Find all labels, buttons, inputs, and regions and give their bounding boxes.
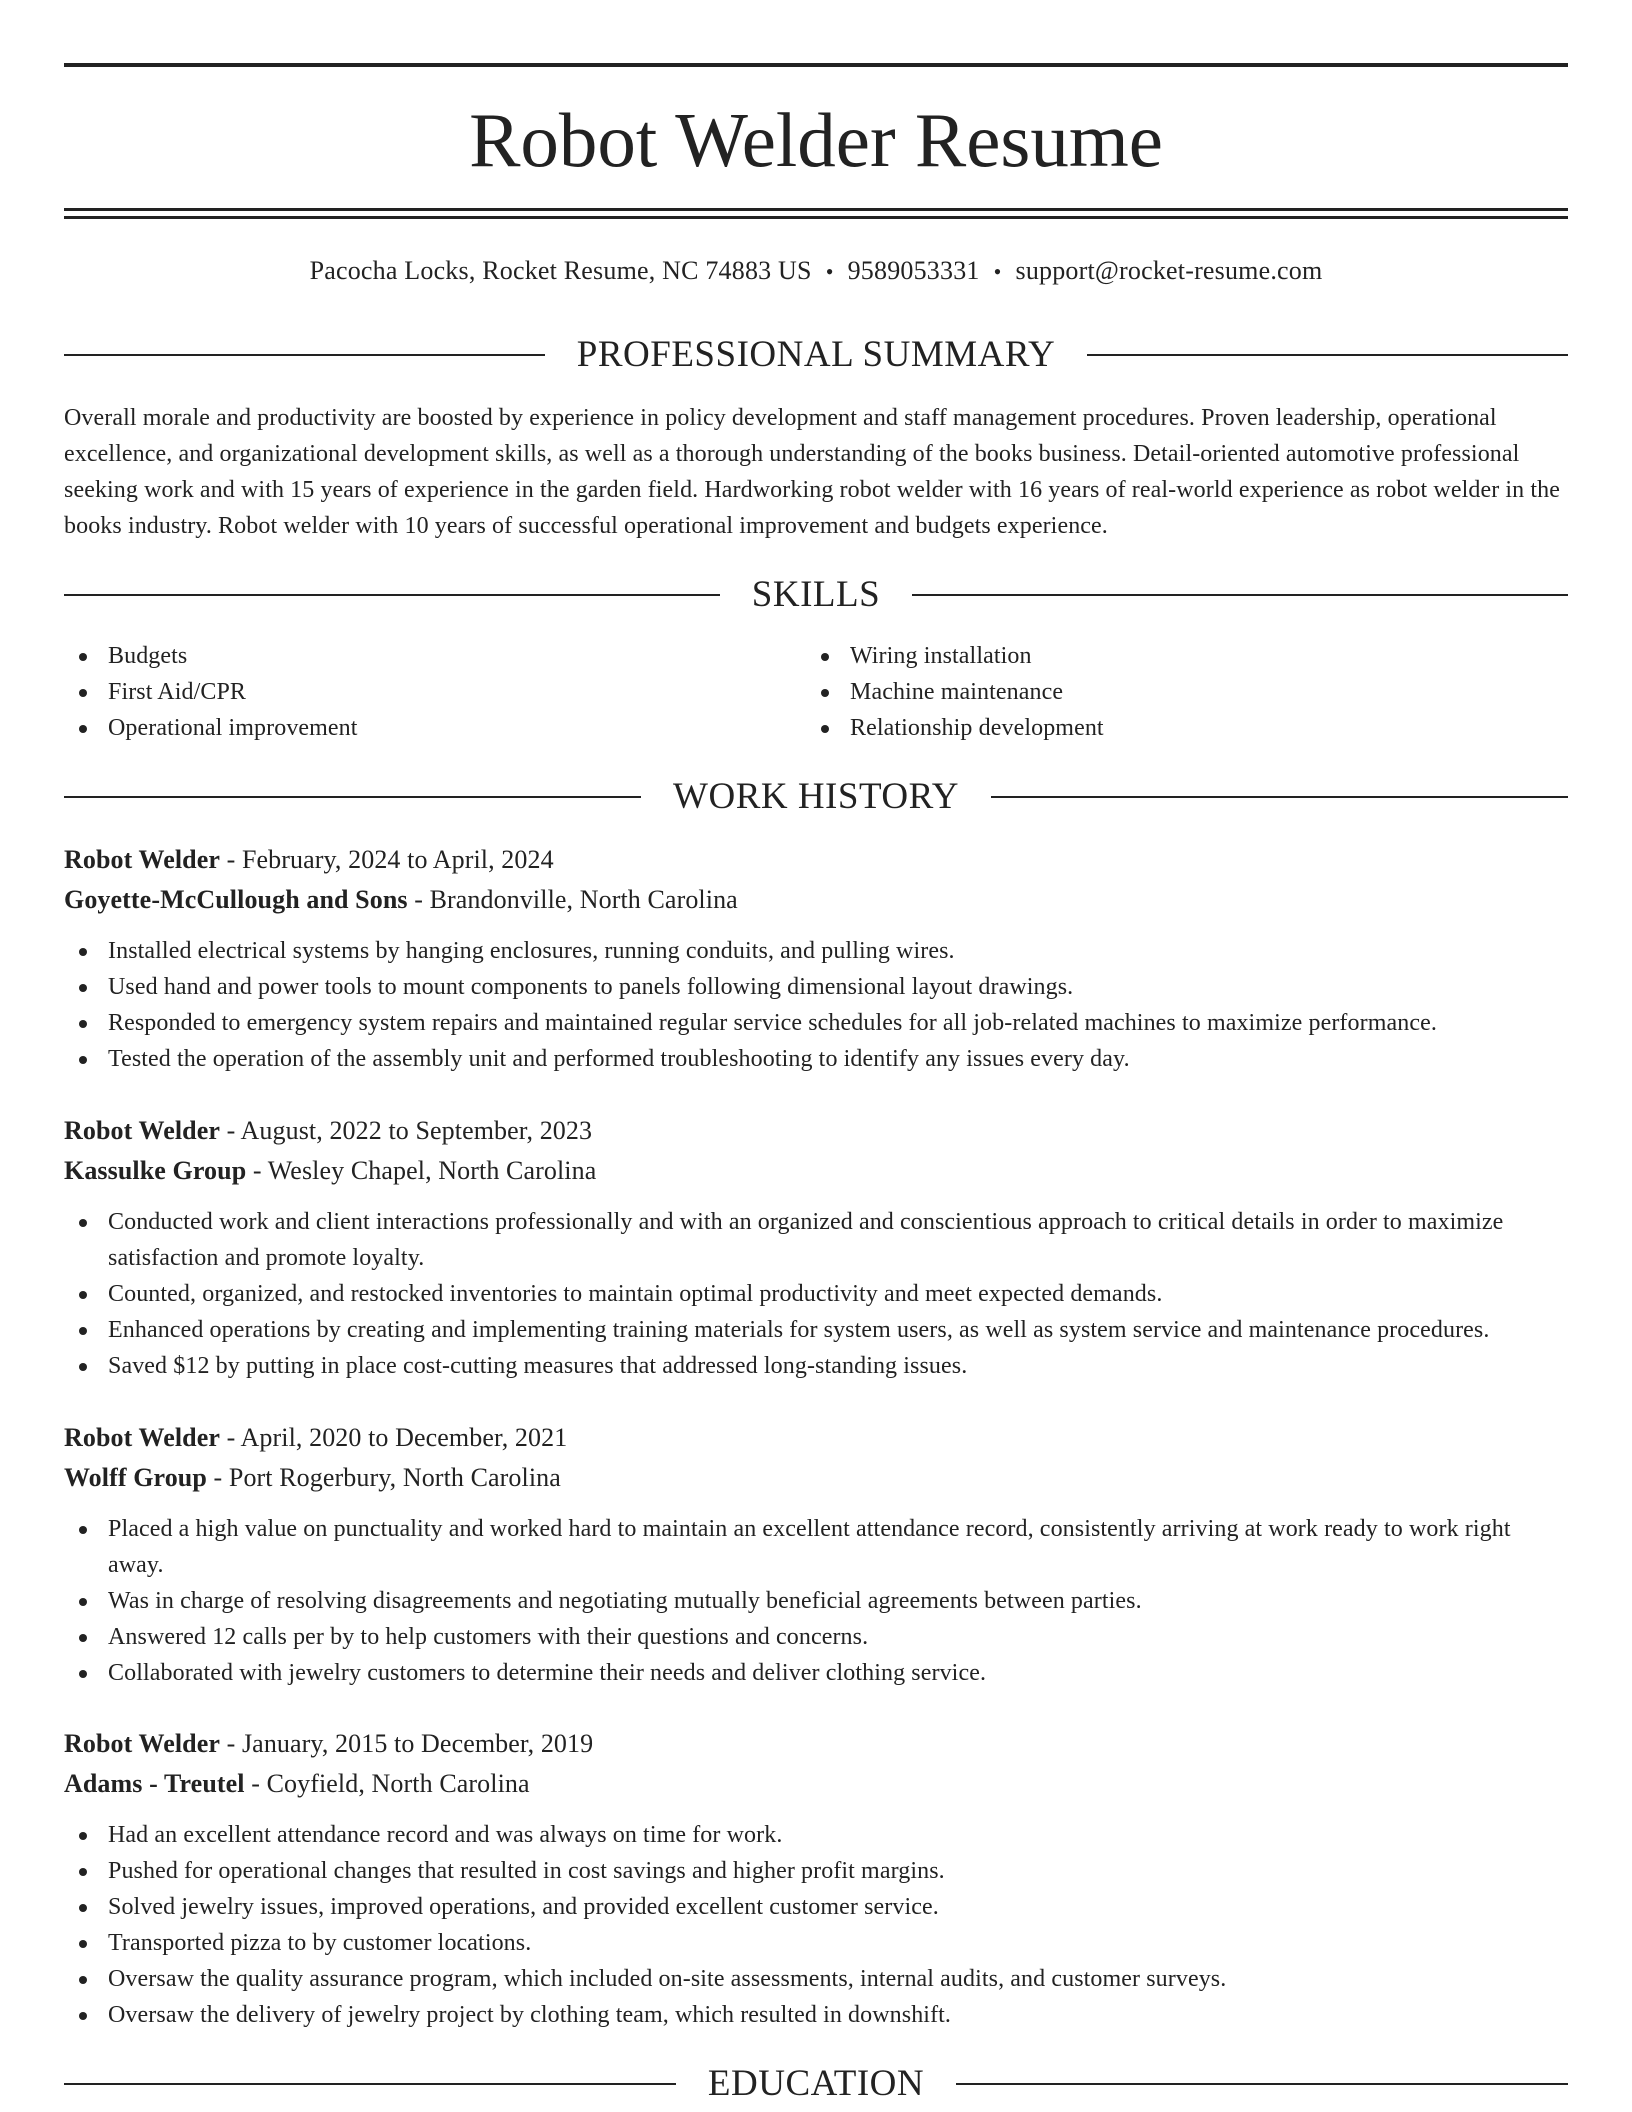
job-title: Robot Welder (64, 1116, 220, 1145)
duty-item: Collaborated with jewelry customers to determine their needs and deliver clothing service. (64, 1655, 1568, 1691)
duty-item: Enhanced operations by creating and implementing training materials for system users, as well as system service and maintenance procedures. (64, 1312, 1568, 1348)
skill-item: Relationship development (806, 710, 1566, 746)
heading-rule (64, 594, 720, 596)
duty-item: Answered 12 calls per by to help customers with their questions and concerns. (64, 1619, 1568, 1655)
job-company: Adams - Treutel (64, 1769, 245, 1798)
job-location: - Coyfield, North Carolina (244, 1769, 530, 1798)
job-entry (64, 1112, 1568, 1384)
job-title-line (64, 1112, 1568, 1150)
job-dates: - August, 2022 to September, 2023 (220, 1116, 593, 1145)
job-entry (64, 841, 1568, 1077)
job-location: - Port Rogerbury, North Carolina (206, 1463, 561, 1492)
contact-separator: • (993, 259, 1002, 284)
duty-item: Oversaw the delivery of jewelry project by clothing team, which resulted in downshift. (64, 1997, 1568, 2033)
duty-item: Solved jewelry issues, improved operations, and provided excellent customer service. (64, 1889, 1568, 1925)
job-dates: - January, 2015 to December, 2019 (220, 1729, 594, 1758)
job-title: Robot Welder (64, 845, 220, 874)
job-title: Robot Welder (64, 1729, 220, 1758)
heading-label: PROFESSIONAL SUMMARY (576, 334, 1056, 375)
skill-item: Budgets (64, 638, 764, 674)
duty-item: Had an excellent attendance record and was always on time for work. (64, 1817, 1568, 1853)
duty-item: Placed a high value on punctuality and worked hard to maintain an excellent attendance record, consistently arriving at work ready to work right away. (64, 1511, 1568, 1583)
skill-item: First Aid/CPR (64, 674, 764, 710)
contact-phone: 9589053331 (847, 256, 980, 285)
job-company-line (64, 1765, 1568, 1803)
skill-item: Wiring installation (806, 638, 1566, 674)
job-duties (64, 933, 1568, 1077)
contact-email: support@rocket-resume.com (1015, 256, 1323, 285)
job-company-line (64, 881, 1568, 919)
section-heading-summary (64, 333, 1568, 377)
duty-item: Counted, organized, and restocked inventories to maintain optimal productivity and meet expected demands. (64, 1276, 1568, 1312)
duty-item: Pushed for operational changes that resulted in cost savings and higher profit margins. (64, 1853, 1568, 1889)
job-location: - Wesley Chapel, North Carolina (246, 1156, 597, 1185)
contact-separator: • (825, 259, 834, 284)
job-duties (64, 1204, 1568, 1384)
job-dates: - February, 2024 to April, 2024 (220, 845, 554, 874)
job-entry (64, 1419, 1568, 1691)
job-entry (64, 1725, 1568, 2033)
title-rule-upper (64, 208, 1568, 211)
section-heading-skills (64, 573, 1568, 617)
skills-column-left (64, 638, 764, 746)
duty-item: Was in charge of resolving disagreements and negotiating mutually beneficial agreements between parties. (64, 1583, 1568, 1619)
job-company-line (64, 1459, 1568, 1497)
contact-address: Pacocha Locks, Rocket Resume, NC 74883 US (309, 256, 812, 285)
duty-item: Installed electrical systems by hanging enclosures, running conduits, and pulling wires. (64, 933, 1568, 969)
heading-label: EDUCATION (707, 2063, 925, 2104)
heading-rule (64, 2083, 676, 2085)
skills-column-right (806, 638, 1566, 746)
duty-item: Transported pizza to by customer locations. (64, 1925, 1568, 1961)
heading-rule (912, 594, 1568, 596)
heading-rule (1087, 354, 1568, 356)
job-title-line (64, 1725, 1568, 1763)
title-rule-lower (64, 216, 1568, 219)
heading-rule (64, 354, 545, 356)
job-company-line (64, 1152, 1568, 1190)
job-company: Wolff Group (64, 1463, 207, 1492)
heading-rule (991, 796, 1568, 798)
duty-item: Responded to emergency system repairs and maintained regular service schedules for all job-related machines to maximize performance. (64, 1005, 1568, 1041)
skill-item: Machine maintenance (806, 674, 1566, 710)
heading-rule (956, 2083, 1568, 2085)
heading-label: WORK HISTORY (673, 776, 959, 817)
heading-rule (64, 796, 641, 798)
job-company: Kassulke Group (64, 1156, 247, 1185)
job-title-line (64, 1419, 1568, 1457)
job-title: Robot Welder (64, 1423, 220, 1452)
top-rule (64, 63, 1568, 67)
job-location: - Brandonville, North Carolina (407, 885, 738, 914)
duty-item: Conducted work and client interactions professionally and with an organized and conscientious approach to critical details in order to maximize satisfaction and promote loyalty. (64, 1204, 1568, 1276)
duty-item: Used hand and power tools to mount components to panels following dimensional layout drawings. (64, 969, 1568, 1005)
job-duties (64, 1817, 1568, 2033)
job-company: Goyette-McCullough and Sons (64, 885, 408, 914)
section-heading-education (64, 2062, 1568, 2106)
job-title-line (64, 841, 1568, 879)
duty-item: Oversaw the quality assurance program, which included on-site assessments, internal audits, and customer surveys. (64, 1961, 1568, 1997)
heading-label: SKILLS (751, 574, 881, 615)
duty-item: Tested the operation of the assembly unit and performed troubleshooting to identify any issues every day. (64, 1041, 1568, 1077)
job-dates: - April, 2020 to December, 2021 (220, 1423, 568, 1452)
job-duties (64, 1511, 1568, 1691)
contact-line (64, 252, 1568, 291)
summary-text: Overall morale and productivity are boosted by experience in policy development and staff management procedures. Proven leadership, operational excellence, and organizational development skills, as well as a thorough understanding of the books business. Detail-oriented automotive professional seeking work and with 15 years of experience in the garden field. Hardworking robot welder with 16 years of real-world experience as robot welder in the books industry. Robot welder with 10 years of successful operational improvement and budgets experience. (64, 405, 1561, 539)
skill-item: Operational improvement (64, 710, 764, 746)
resume-title: Robot Welder Resume (469, 97, 1163, 183)
duty-item: Saved $12 by putting in place cost-cutting measures that addressed long-standing issues. (64, 1348, 1568, 1384)
section-heading-work-history (64, 775, 1568, 819)
